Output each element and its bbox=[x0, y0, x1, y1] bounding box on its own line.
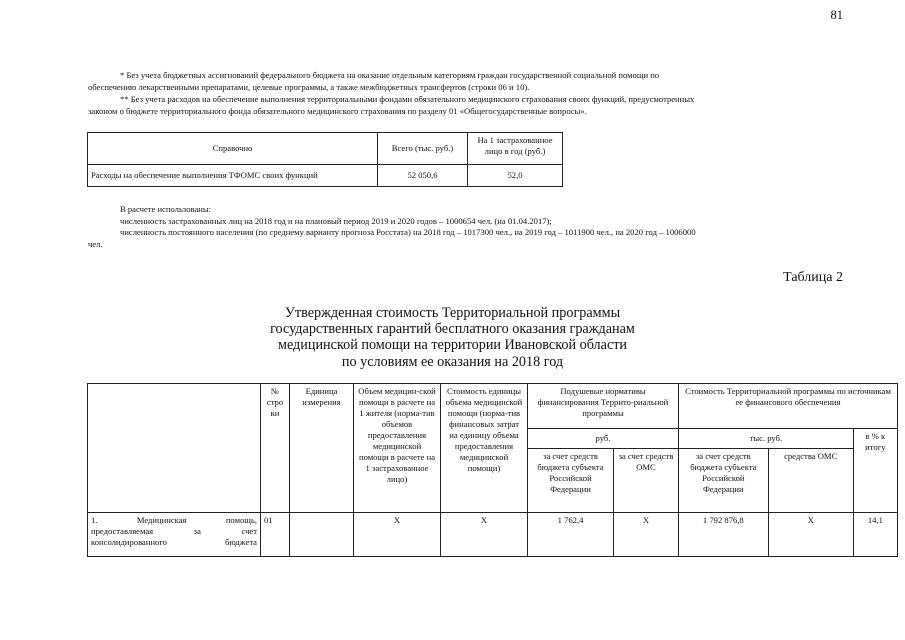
row-1-label-line-3: консолидированного бюджета bbox=[91, 537, 257, 547]
header-percent: в % к итогу bbox=[853, 429, 897, 513]
row-1-volume: X bbox=[354, 513, 441, 557]
footnotes bbox=[88, 69, 845, 117]
header-thousand-rub: тыс. руб. bbox=[679, 429, 854, 449]
row-1-unit bbox=[290, 513, 354, 557]
row-1-number: 01 bbox=[261, 513, 290, 557]
footnote-1-line-1: * Без учета бюджетных ассигнований федерального бюджета на оказание отдельным категориям граждан государственной социальной помощи по bbox=[120, 70, 660, 80]
footnote-2-line-1: ** Без учета расходов на обеспечение выполнения территориальными фондами обязательного медицинского страхования своих функций, предусмотренных bbox=[120, 94, 695, 104]
header-per-capita: Подушевые нормативы финансирования Террито-риальной программы bbox=[528, 384, 679, 429]
title-line-4: по условиям ее оказания на 2018 год bbox=[341, 353, 564, 370]
header-oms-rub: за счет средств ОМС bbox=[614, 449, 679, 513]
ref-header-reference: Справочно bbox=[88, 133, 378, 165]
table-title bbox=[0, 305, 905, 370]
footnote-2-line-2: законом о бюджете территориального фонда обязательного медицинского страхования по разделу 01 «Общегосударственные вопросы». bbox=[88, 106, 587, 116]
row-1-budget-thousand: 1 792 876,8 bbox=[679, 513, 769, 557]
header-unit-cost: Стоимость единицы объема медицинской помощи (норма-тив финансовых затрат на единицу объема предоставления медицинской помощи) bbox=[441, 384, 528, 513]
header-unit: Единица измерения bbox=[290, 384, 354, 513]
footnote-1-line-2: обеспечению лекарственными препаратами, целевые программы, а также межбюджетных трансфертов (строки 06 и 10). bbox=[88, 82, 530, 92]
row-1-label bbox=[88, 513, 261, 557]
table-label: Таблица 2 bbox=[783, 270, 843, 285]
header-program-cost: Стоимость Территориальной программы по источникам ее финансового обеспечения bbox=[679, 384, 898, 429]
ref-row-per-insured: 52,0 bbox=[468, 165, 563, 187]
header-row-number: № стро ки bbox=[261, 384, 290, 513]
ref-row-label: Расходы на обеспечение выполнения ТФОМС своих функций bbox=[88, 165, 378, 187]
header-oms-thousand: средства ОМС bbox=[768, 449, 853, 513]
row-1-oms-rub: X bbox=[614, 513, 679, 557]
title-line-1: Утвержденная стоимость Территориальной программы bbox=[284, 305, 621, 321]
header-blank bbox=[88, 384, 261, 513]
calculation-note bbox=[88, 204, 848, 250]
calc-note-line-4: чел. bbox=[88, 238, 103, 249]
calc-note-line-3: численность постоянного населения (по среднему варианту прогноза Росстата) на 2018 год – 1017300 чел., на 2019 год – 1011900 чел., на 2020 год – 1006000 bbox=[120, 227, 696, 237]
table-row bbox=[88, 513, 898, 557]
row-1-percent: 14,1 bbox=[853, 513, 897, 557]
title-line-3: медицинской помощи на территории Ивановской области bbox=[277, 337, 628, 354]
calc-note-line-2: численность застрахованных лиц на 2018 год и на плановый период 2019 и 2020 годов – 1000654 чел. (на 01.04.2017); bbox=[120, 215, 552, 226]
row-1-budget-rub: 1 762,4 bbox=[528, 513, 614, 557]
title-line-2: государственных гарантий бесплатного оказания гражданам bbox=[270, 321, 635, 338]
row-1-label-line-2: предоставляемая за счет bbox=[91, 526, 257, 536]
calc-note-line-1: В расчете использованы: bbox=[120, 204, 212, 214]
row-1-label-line-1: 1. Медицинская помощь, bbox=[91, 515, 257, 525]
cost-table bbox=[87, 383, 898, 557]
header-budget-thousand: за счет средств бюджета субъекта Российской Федерации bbox=[679, 449, 769, 513]
page-number: 81 bbox=[830, 8, 843, 22]
header-rub: руб. bbox=[528, 429, 679, 449]
ref-header-total: Всего (тыс. руб.) bbox=[378, 133, 468, 165]
ref-header-per-insured: На 1 застрахованное лицо в год (руб.) bbox=[468, 133, 563, 165]
header-budget-rub: за счет средств бюджета субъекта Российской Федерации bbox=[528, 449, 614, 513]
ref-row-total: 52 050,6 bbox=[378, 165, 468, 187]
row-1-oms-thousand: X bbox=[768, 513, 853, 557]
row-1-unit-cost: X bbox=[441, 513, 528, 557]
header-volume: Объем медицин-ской помощи в расчете на 1 жителя (норма-тив объемов предоставления медицинской помощи в расчете на 1 застрахованное лицо) bbox=[354, 384, 441, 513]
reference-table bbox=[87, 132, 563, 187]
